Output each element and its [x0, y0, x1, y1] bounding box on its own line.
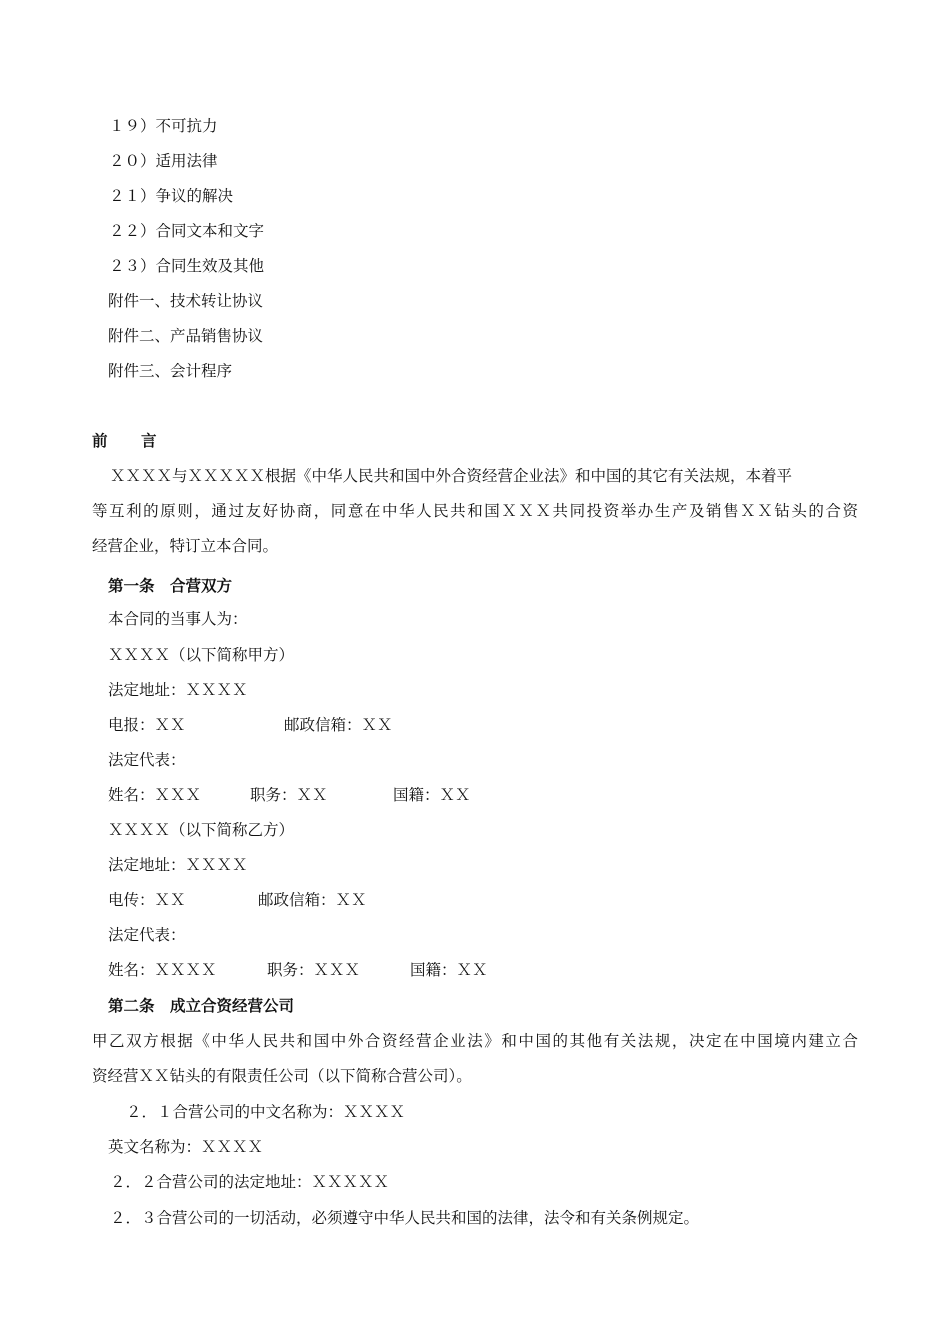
- toc-item-19: １９）不可抗力: [109, 117, 218, 135]
- party-b-rep-name: 姓名：ＸＸＸＸ: [108, 961, 217, 979]
- party-b-mailbox: 邮政信箱：ＸＸ: [258, 891, 367, 909]
- party-b-rep-label: 法定代表：: [108, 926, 186, 944]
- article-1-title: 第一条 合营双方: [108, 576, 233, 595]
- toc-annex-1: 附件一、技术转让协议: [108, 292, 264, 310]
- article-2-line-1: 甲乙双方根据《中华人民共和国中外合资经营企业法》和中国的其他有关法规，决定在中国境内建立合: [92, 1032, 858, 1050]
- toc-item-21: ２１）争议的解决: [109, 187, 234, 205]
- clause-2-2: ２．２合营公司的法定地址：ＸＸＸＸＸ: [110, 1173, 390, 1191]
- clause-2-1-english-name: 英文名称为：ＸＸＸＸ: [108, 1138, 264, 1156]
- article-2-title: 第二条 成立合资经营公司: [108, 996, 295, 1015]
- toc-annex-3: 附件三、会计程序: [108, 362, 233, 380]
- toc-annex-2: 附件二、产品销售协议: [108, 327, 264, 345]
- preface-heading-char-1: 前: [92, 431, 108, 450]
- party-a-rep-position: 职务：ＸＸ: [250, 786, 328, 804]
- party-a-address: 法定地址：ＸＸＸＸ: [108, 681, 248, 699]
- preface-heading-char-2: 言: [141, 431, 157, 450]
- party-a-name: ＸＸＸＸ（以下简称甲方）: [108, 646, 295, 664]
- party-b-rep-position: 职务：ＸＸＸ: [267, 961, 361, 979]
- party-a-rep-label: 法定代表：: [108, 751, 186, 769]
- article-1-intro: 本合同的当事人为：: [108, 610, 248, 628]
- party-b-fax: 电传：ＸＸ: [108, 891, 186, 909]
- preface-line-1: ＸＸＸＸ与ＸＸＸＸＸ根据《中华人民共和国中外合资经营企业法》和中国的其它有关法规，本着平: [110, 467, 793, 485]
- clause-2-1: ２．１合营公司的中文名称为：ＸＸＸＸ: [126, 1103, 406, 1121]
- party-b-address: 法定地址：ＸＸＸＸ: [108, 856, 248, 874]
- toc-item-20: ２０）适用法律: [109, 152, 218, 170]
- article-2-line-2: 资经营ＸＸ钻头的有限责任公司（以下简称合营公司）。: [92, 1067, 472, 1085]
- party-b-rep-nationality: 国籍：ＸＸ: [410, 961, 488, 979]
- preface-line-3: 经营企业，特订立本合同。: [92, 537, 279, 555]
- party-a-mailbox: 邮政信箱：ＸＸ: [284, 716, 393, 734]
- party-a-telegram: 电报：ＸＸ: [108, 716, 186, 734]
- party-a-rep-name: 姓名：ＸＸＸ: [108, 786, 202, 804]
- toc-item-22: ２２）合同文本和文字: [109, 222, 265, 240]
- party-b-name: ＸＸＸＸ（以下简称乙方）: [108, 821, 295, 839]
- party-a-rep-nationality: 国籍：ＸＸ: [393, 786, 471, 804]
- toc-item-23: ２３）合同生效及其他: [109, 257, 265, 275]
- preface-line-2: 等互利的原则，通过友好协商，同意在中华人民共和国ＸＸＸ共同投资举办生产及销售ＸＸ钻头的合资: [92, 502, 858, 520]
- clause-2-3: ２．３合营公司的一切活动，必须遵守中华人民共和国的法律，法令和有关条例规定。: [110, 1209, 700, 1227]
